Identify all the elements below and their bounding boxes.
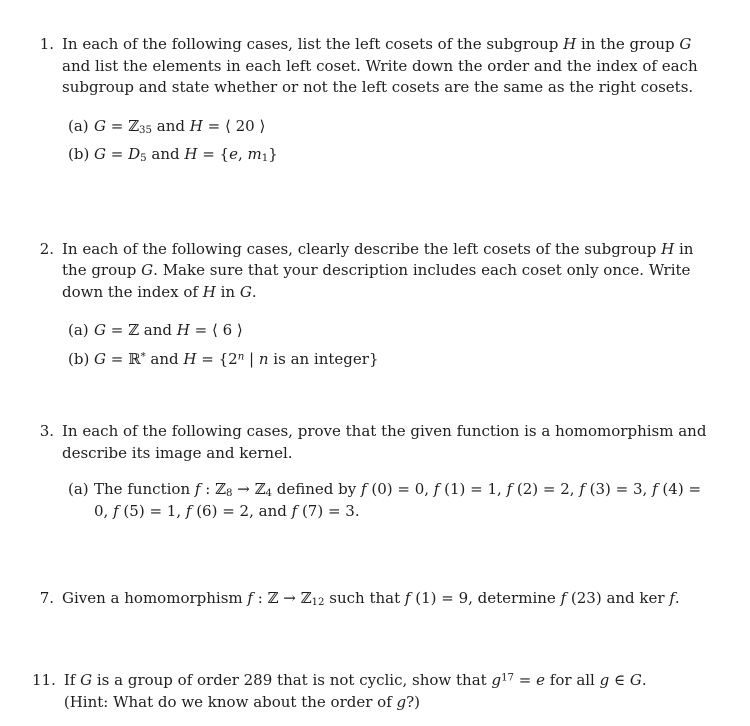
problem-11 [32, 670, 712, 714]
part-label: (a) [68, 116, 89, 135]
problem-1 [32, 34, 712, 173]
problem-3-text: In each of the following cases, prove that the given function is a homomorphism and describe its image and kernel. [62, 422, 707, 462]
problem-7-number: 7. [39, 589, 54, 607]
part-text: $G = D_5$ and H = {e, $m_1$} [94, 145, 278, 165]
problem-11-hint: (Hint: What do we know about the order of g?) [63, 693, 421, 711]
problem-2-parts [68, 320, 712, 370]
problem-1-text: In each of the following cases, list the left cosets of the subgroup H in the group G and list the elements in each left coset. Write down the order and the index of each subgroup and state whether or not the left cosets are the same as the right cosets. [62, 35, 698, 96]
problem-1-body [62, 34, 712, 173]
problem-7-text: Given a homomorphism f : ℤ → ℤ$_{12}$ such that f (1) = 9, determine f (23) and ker f. [62, 589, 680, 609]
problem-3-part-a [68, 479, 712, 522]
problem-1-parts [68, 116, 712, 166]
problem-2-part-b [68, 349, 712, 371]
problem-2 [32, 239, 712, 378]
problem-2-text: In each of the following cases, clearly describe the left cosets of the subgroup H in the group G. Make sure that your description includes each coset only once. Write down the index of H in G. [62, 239, 694, 301]
problem-3 [32, 421, 712, 529]
problem-11-body [64, 670, 712, 714]
problem-11-number: 11. [32, 670, 56, 689]
part-text: G = ℤ$_{35}$ and H = ⟨ 20 ⟩ [94, 116, 266, 136]
part-text: The function f : ℤ$_8$ → ℤ$_4$ defined by f (0) = 0, f (1) = 1, f (2) = 2, f (3) = 3, f (4) = 0, f (5) = 1, f (6) = 2, and f (7) = 3. [94, 480, 702, 520]
problem-1-number: 1. [39, 35, 54, 53]
part-text: G = ℝ* and $H = \{2^n$ | n is an integer} [94, 349, 379, 368]
problem-11-text: If G is a group of order 289 that is not cyclic, show that $g^{17} = e$ for all g ∈ G. [63, 670, 647, 689]
problem-2-body [62, 239, 712, 378]
problem-7 [32, 588, 712, 610]
problem-1-part-a [68, 116, 712, 138]
part-label: (a) [68, 480, 89, 498]
part-label: (a) [68, 321, 89, 339]
part-label: (b) [68, 349, 90, 368]
problem-2-part-a [68, 320, 712, 342]
problem-7-body [62, 588, 712, 610]
problem-3-body [62, 421, 712, 529]
problem-1-part-b [68, 144, 712, 166]
problem-3-parts [68, 479, 712, 522]
problem-2-number: 2. [39, 239, 54, 258]
part-label: (b) [68, 145, 90, 163]
part-text: G = ℤ and H = ⟨ 6 ⟩ [94, 321, 243, 339]
problem-3-number: 3. [39, 422, 54, 440]
